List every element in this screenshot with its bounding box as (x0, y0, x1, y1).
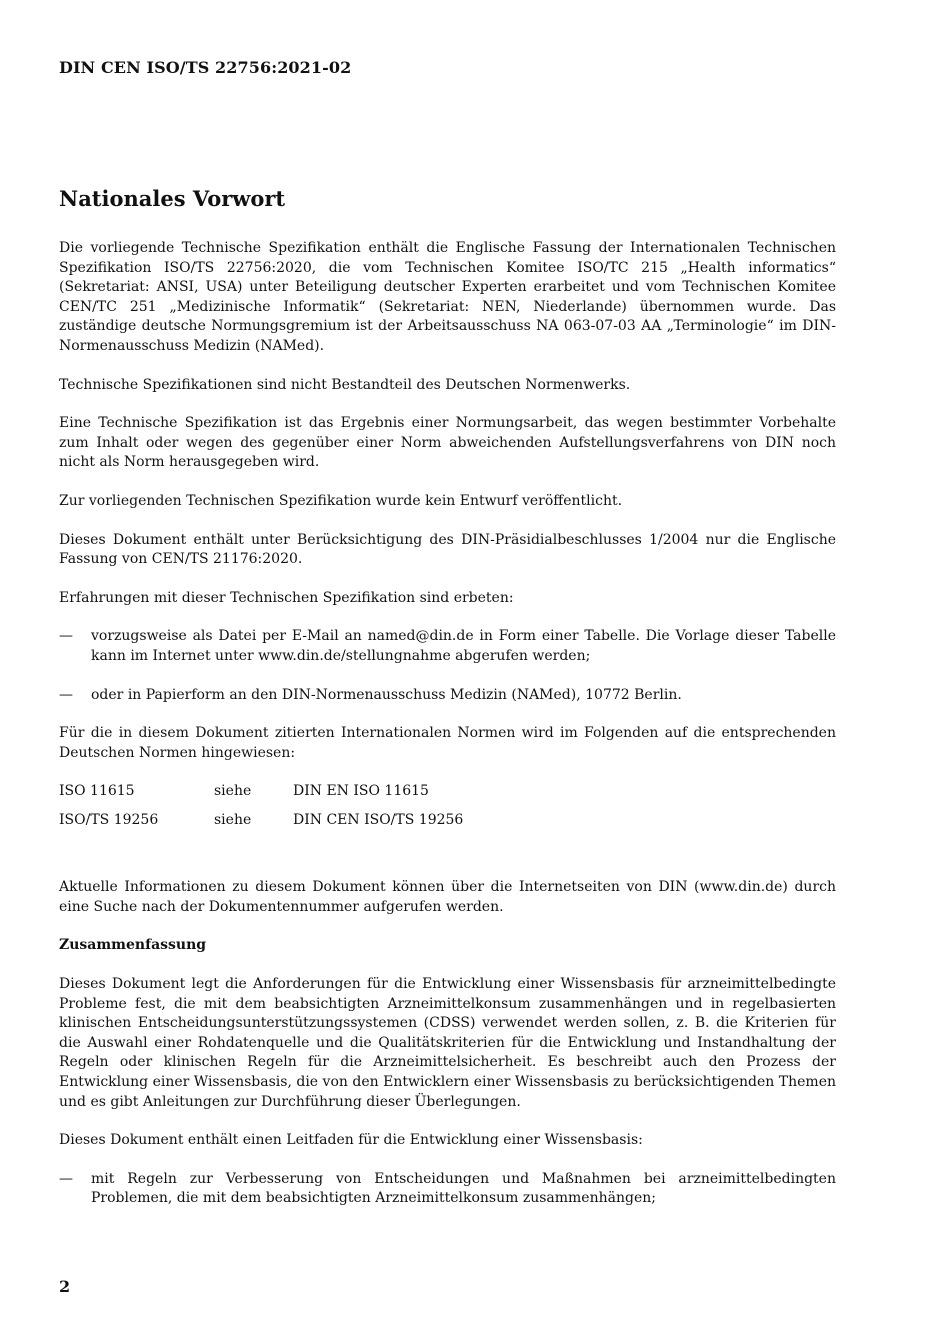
paragraph-english-version: Dieses Dokument enthält unter Berücksichtigung des DIN-Präsidialbeschlusses 1/2004 nur die Englische Fassung von CEN/TS 21176:2020. (59, 531, 836, 568)
list-item-text: vorzugsweise als Datei per E-Mail an named@din.de in Form einer Tabelle. Die Vorlage dieser Tabelle kann im Internet unter www.din.de/stellungnahme abgerufen werden; (91, 628, 836, 664)
section-title: Nationales Vorwort (59, 186, 286, 211)
list-item (59, 1170, 836, 1209)
intl-standard: ISO/TS 19256 (59, 812, 159, 829)
paragraph-not-part-of-standards: Technische Spezifikationen sind nicht Bestandteil des Deutschen Normenwerks. (59, 376, 631, 393)
see-label: siehe (214, 783, 252, 800)
document-id-header: DIN CEN ISO/TS 22756:2021-02 (59, 58, 352, 77)
din-standard: DIN CEN ISO/TS 19256 (293, 812, 464, 829)
paragraph-guidance-intro: Dieses Dokument enthält einen Leitfaden für die Entwicklung einer Wissensbasis: (59, 1132, 643, 1149)
dash-bullet: — (59, 1170, 73, 1187)
see-label: siehe (214, 812, 252, 829)
table-row (59, 782, 836, 811)
paragraph-info: Aktuelle Informationen zu diesem Dokument können über die Internetseiten von DIN (www.din.de) durch eine Suche nach der Dokumentennummer aufgerufen werden. (59, 879, 836, 915)
paragraph-references-intro: Für die in diesem Dokument zitierten Internationalen Normen wird im Folgenden auf die entsprechenden Deutschen Normen hingewiesen: (59, 725, 836, 761)
list-item (59, 686, 836, 706)
list-item (59, 627, 836, 666)
paragraph-ts-definition: Eine Technische Spezifikation ist das Ergebnis einer Normungsarbeit, das wegen bestimmter Vorbehalte zum Inhalt oder wegen des gegenüber einer Norm abweichenden Aufstellungsverfahrens von DIN noch nicht als Norm herausgegeben wird. (59, 415, 836, 471)
list-item-text: mit Regeln zur Verbesserung von Entscheidungen und Maßnahmen bei arzneimittelbedingten Problemen, die mit dem beabsichtigten Arzneimittelkonsum zusammenhängen; (91, 1170, 836, 1207)
paragraph-feedback-intro: Erfahrungen mit dieser Technischen Spezifikation sind erbeten: (59, 589, 514, 606)
din-standard: DIN EN ISO 11615 (293, 783, 429, 800)
paragraph-no-draft: Zur vorliegenden Technischen Spezifikation wurde kein Entwurf veröffentlicht. (59, 492, 623, 509)
page-number: 2 (59, 1277, 71, 1296)
content-body (59, 239, 836, 1228)
dash-bullet: — (59, 686, 73, 703)
list-item-text: oder in Papierform an den DIN-Normenausschuss Medizin (NAMed), 10772 Berlin. (91, 686, 682, 703)
table-row (59, 811, 836, 840)
summary-heading: Zusammenfassung (59, 937, 207, 954)
intl-standard: ISO 11615 (59, 783, 135, 800)
dash-bullet: — (59, 628, 73, 645)
reference-table (59, 782, 836, 840)
paragraph-summary: Dieses Dokument legt die Anforderungen für die Entwicklung einer Wissensbasis für arzneimittelbedingte Probleme fest, die mit dem beabsichtigten Arzneimittelkonsum zusammenhängen und in regelbasierten klinischen Entscheidungsunterstützungssystemen (CDSS) verwendet werden sollen, z. B. die Kriterien für die Auswahl einer Rohdatenquelle und die Qualitätskriterien für die Entwicklung und Instandhaltung der Regeln oder klinischen Regeln für die Arzneimittelsicherheit. Es beschreibt auch den Prozess der Entwicklung einer Wissensbasis, die von den Entwicklern einer Wissensbasis zu berücksichtigenden Themen und es gibt Anleitungen zur Durchführung dieser Überlegungen. (59, 976, 836, 1110)
paragraph-scope: Die vorliegende Technische Spezifikation enthält die Englische Fassung der Internationalen Technischen Spezifikation ISO/TS 22756:2020, die vom Technischen Komitee ISO/TC 215 „Health informatics“ (Sekretariat: ANSI, USA) unter Beteiligung deutscher Experten erarbeitet und vom Technischen Komitee CEN/TC 251 „Medizinische Informatik“ (Sekretariat: NEN, Niederlande) übernommen wurde. Das zuständige deutsche Normungsgremium ist der Arbeitsausschuss NA 063-07-03 AA „Terminologie“ im DIN-Normenausschuss Medizin (NAMed). (59, 240, 836, 354)
